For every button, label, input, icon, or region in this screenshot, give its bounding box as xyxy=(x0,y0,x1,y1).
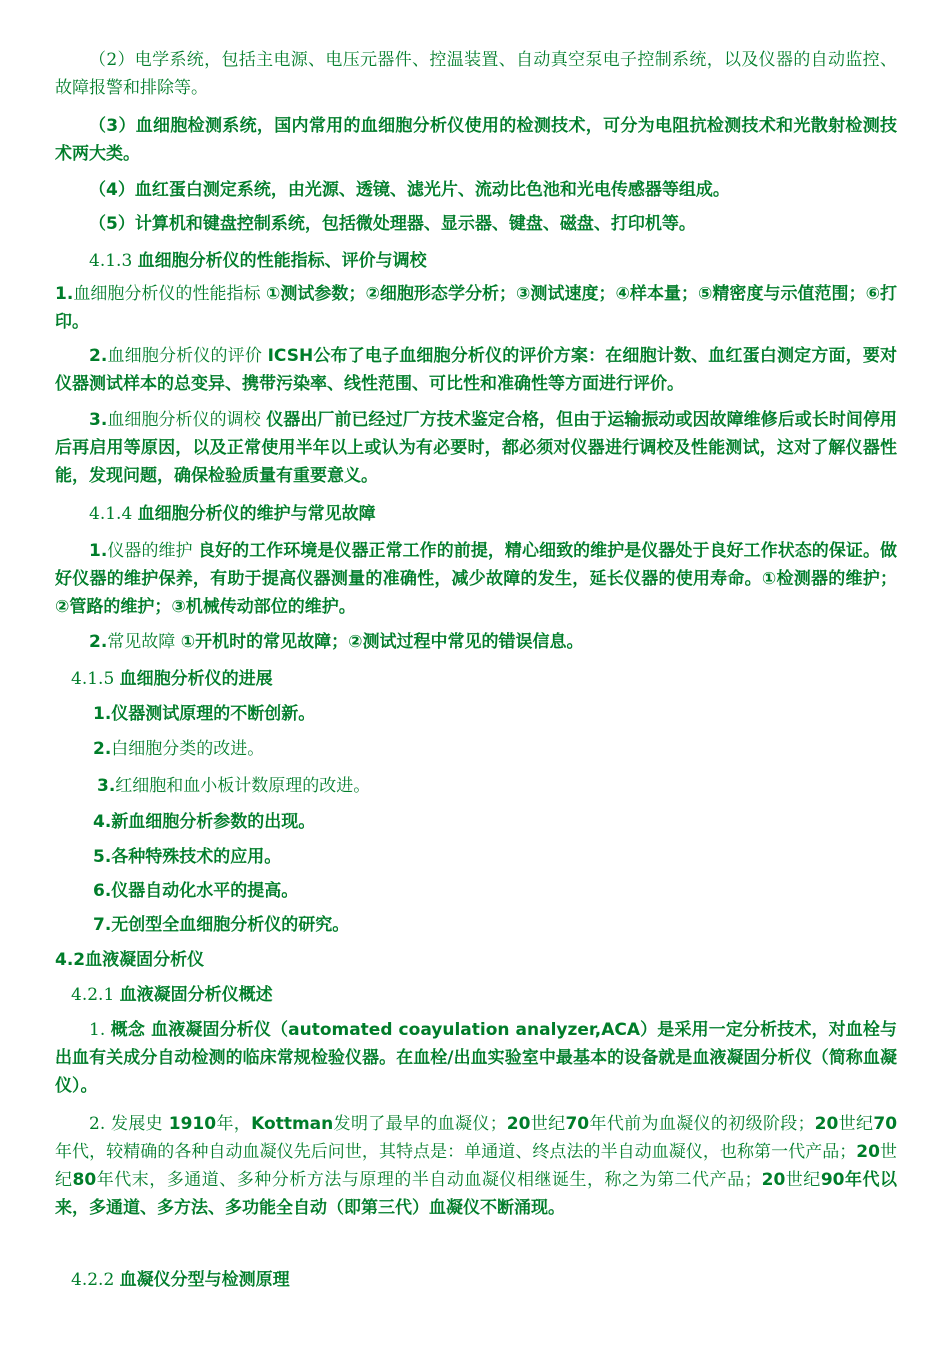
text-run: 世纪 xyxy=(55,1142,898,1190)
text-run: 红细胞和血小板计数原理的改进。 xyxy=(115,776,371,796)
list-item xyxy=(55,877,935,905)
bold-text-run: 2. xyxy=(93,739,112,759)
bold-text-run: ICSH公布了电子血细胞分析仪的评价方案：在细胞计数、血红蛋白测定方面，要对仪器测试样本的总变异、携带污染率、线性范围、可比性和准确性等方面进行评价。 xyxy=(55,346,898,394)
bold-text-run: 血细胞分析仪的性能指标、评价与调校 xyxy=(137,251,427,271)
bold-text-run: 90年代以来，多通道、多方法、多功能全自动（即第三代）血凝仪不断涌现。 xyxy=(55,1170,898,1218)
text-run: 年代前为血凝仪的初级阶段； xyxy=(589,1114,815,1134)
paragraph xyxy=(55,406,897,490)
text-run: 年代末，多通道、多种分析方法与原理的半自动血凝仪相继诞生，称之为第二代产品； xyxy=(96,1170,762,1190)
section-heading xyxy=(55,247,931,275)
bold-text-run: 4.2血液凝固分析仪 xyxy=(55,950,205,970)
bold-text-run: 20 xyxy=(856,1142,880,1162)
section-heading xyxy=(55,946,897,974)
text-run: 4.2.1 xyxy=(71,985,120,1005)
text-run: 血细胞分析仪的性能指标 xyxy=(73,284,266,304)
section-heading xyxy=(55,1266,913,1294)
bold-text-run: 2. xyxy=(89,632,108,652)
text-run: 世纪 xyxy=(838,1114,874,1134)
text-run: 白细胞分类的改进。 xyxy=(111,739,265,759)
bold-text-run: 3. xyxy=(89,410,108,430)
list-item xyxy=(55,843,935,871)
bold-text-run: 80 xyxy=(72,1170,97,1190)
bold-text-run: ①开机时的常见故障；②测试过程中常见的错误信息。 xyxy=(180,632,584,652)
text-run: 血细胞分析仪的评价 xyxy=(107,346,268,366)
list-item xyxy=(55,772,939,800)
section-heading xyxy=(55,665,913,693)
text-run: 年， xyxy=(216,1114,252,1134)
list-item xyxy=(55,911,935,939)
bold-text-run: 6.仪器自动化水平的提高。 xyxy=(93,881,299,901)
bold-text-run: 20 xyxy=(814,1114,839,1134)
bold-text-run: 1. xyxy=(89,541,108,561)
bold-text-run: 血凝仪分型与检测原理 xyxy=(119,1270,290,1290)
bold-text-run: ①测试参数；②细胞形态学分析；③测试速度；④样本量；⑤精密度与示值范围；⑥打印。 xyxy=(55,284,897,332)
list-item xyxy=(55,808,935,836)
text-run: 4.2.2 xyxy=(71,1270,120,1290)
text-run: 发明了最早的血凝仪； xyxy=(333,1114,507,1134)
bold-text-run: 70 xyxy=(565,1114,590,1134)
bold-text-run: 1.仪器测试原理的不断创新。 xyxy=(93,704,316,724)
bold-text-run: 20 xyxy=(506,1114,531,1134)
paragraph xyxy=(55,628,931,656)
bold-text-run: 1. xyxy=(55,284,74,304)
bold-text-run: 70 xyxy=(873,1114,898,1134)
bold-text-run: 2. xyxy=(89,346,108,366)
text-run: 4.1.5 xyxy=(71,669,120,689)
bold-text-run: Kottman xyxy=(251,1114,334,1134)
bold-text-run: 5.各种特殊技术的应用。 xyxy=(93,847,282,867)
bold-text-run: 良好的工作环境是仪器正常工作的前提，精心细致的维护是仪器处于良好工作状态的保证。做好仪器的维护保养，有助于提高仪器测量的准确性，减少故障的发生，延长仪器的使用寿命。①检测器的维护；②管路的维护；③机械传动部位的维护。 xyxy=(55,541,897,617)
paragraph xyxy=(55,1110,897,1222)
text-run: 仪器的维护 xyxy=(107,541,199,561)
text-run: （2）电学系统，包括主电源、电压元器件、控温装置、自动真空泵电子控制系统，以及仪器的自动监控、故障报警和排除等。 xyxy=(55,50,897,98)
bold-text-run: 3. xyxy=(97,776,116,796)
section-heading xyxy=(55,500,931,528)
bold-text-run: 20 xyxy=(761,1170,786,1190)
text-run: 4.1.4 xyxy=(89,504,138,524)
text-run: 血细胞分析仪的调校 xyxy=(107,410,267,430)
bold-text-run: （4）血红蛋白测定系统，由光源、透镜、滤光片、流动比色池和光电传感器等组成。 xyxy=(89,180,730,200)
text-run: 1. xyxy=(89,1020,111,1040)
paragraph xyxy=(55,342,897,398)
text-run: 常见故障 xyxy=(107,632,181,652)
paragraph xyxy=(55,280,897,336)
bold-text-run: 概念 血液凝固分析仪（automated coayulation analyzer,ACA）是采用一定分析技术，对血栓与出血有关成分自动检测的临床常规检验仪器。在血栓/出血实验室中最基本的设备就是血液凝固分析仪（简称血凝仪）。 xyxy=(55,1020,897,1096)
list-item xyxy=(55,700,935,728)
paragraph xyxy=(55,210,931,238)
bold-text-run: 血液凝固分析仪概述 xyxy=(119,985,273,1005)
paragraph xyxy=(55,176,931,204)
bold-text-run: 4.新血细胞分析参数的出现。 xyxy=(93,812,316,832)
list-item xyxy=(55,735,935,763)
bold-text-run: 血细胞分析仪的进展 xyxy=(119,669,273,689)
text-run: 4.1.3 xyxy=(89,251,138,271)
paragraph xyxy=(55,112,897,168)
text-run: 年代，较精确的各种自动血凝仪先后问世，其特点是：单通道、终点法的半自动血凝仪，也称第一代产品； xyxy=(55,1142,857,1162)
paragraph xyxy=(55,537,897,621)
bold-text-run: （5）计算机和键盘控制系统，包括微处理器、显示器、键盘、磁盘、打印机等。 xyxy=(89,214,696,234)
paragraph xyxy=(55,46,897,102)
section-heading xyxy=(55,981,913,1009)
bold-text-run: 血细胞分析仪的维护与常见故障 xyxy=(137,504,376,524)
text-run: 世纪 xyxy=(530,1114,566,1134)
bold-text-run: 仪器出厂前已经过厂方技术鉴定合格，但由于运输振动或因故障维修后或长时间停用后再启用等原因，以及正常使用半年以上或认为有必要时，都必须对仪器进行调校及性能测试，这对了解仪器性能，发现问题，确保检验质量有重要意义。 xyxy=(55,410,898,486)
paragraph xyxy=(55,1016,897,1100)
bold-text-run: （3）血细胞检测系统，国内常用的血细胞分析仪使用的检测技术，可分为电阻抗检测技术和光散射检测技术两大类。 xyxy=(55,116,897,164)
text-run: 2. 发展史 xyxy=(89,1114,169,1134)
bold-text-run: 1910 xyxy=(168,1114,217,1134)
text-run: 世纪 xyxy=(785,1170,821,1190)
bold-text-run: 7.无创型全血细胞分析仪的研究。 xyxy=(93,915,350,935)
